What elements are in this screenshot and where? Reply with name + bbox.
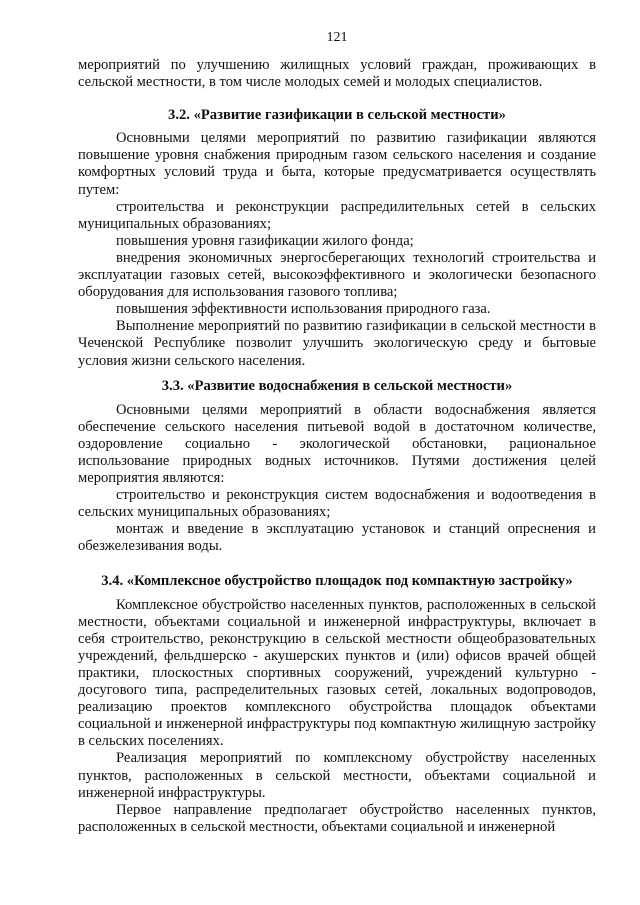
paragraph: Первое направление предполагает обустройство населенных пунктов, расположенных в сельской местности, объектами социальной и инженерной	[78, 801, 596, 835]
section-heading-3-2: 3.2. «Развитие газификации в сельской местности»	[168, 107, 506, 124]
section-heading-3-3: 3.3. «Развитие водоснабжения в сельской местности»	[161, 377, 513, 394]
paragraph: мероприятий по улучшению жилищных условий граждан, проживающих в сельской местности, в том числе молодых семей и молодых специалистов.	[78, 57, 596, 91]
document-body	[78, 57, 596, 836]
paragraph: Выполнение мероприятий по развитию газификации в сельской местности в Чеченской Республике позволит улучшить экологическую среду и бытовые условия жизни сельского населения.	[78, 318, 596, 369]
paragraph: повышения уровня газификации жилого фонда;	[116, 232, 414, 249]
section-heading-3-4: 3.4. «Комплексное обустройство площадок под компактную застройку»	[101, 572, 573, 589]
paragraph: Основными целями мероприятий по развитию газификации являются повышение уровня снабжения природным газом сельского населения и создание комфортных условий труда и быта, которые предусматривается осуществлять путем:	[78, 130, 596, 198]
paragraph: повышения эффективности использования природного газа.	[116, 301, 491, 318]
page-number: 121	[326, 30, 348, 45]
paragraph: монтаж и введение в эксплуатацию установок и станций опреснения и обезжелезивания воды.	[78, 521, 596, 555]
paragraph: внедрения экономичных энергосберегающих технологий строительства и эксплуатации газовых сетей, высокоэффективного и экологически безопасного оборудования для использования газового топлива;	[78, 249, 596, 301]
paragraph: строительство и реконструкция систем водоснабжения и водоотведения в сельских муниципальных образованиях;	[78, 487, 596, 521]
paragraph: строительства и реконструкции распредилительных сетей в сельских муниципальных образованиях;	[78, 198, 596, 232]
paragraph: Основными целями мероприятий в области водоснабжения является обеспечение сельского населения питьевой водой в достаточном количестве, оздоровление социально - экологической обстановки, рациональное использование природных водных источников. Путями достижения целей мероприятия являются:	[78, 401, 596, 487]
paragraph: Комплексное обустройство населенных пунктов, расположенных в сельской местности, объектами социальной и инженерной инфраструктуры, включает в себя строительство, реконструкцию в сельской местности общеобразовательных учреждений, фельдшерско - акушерских пунктов и (или) офисов врачей общей практики, плоскостных спортивных сооружений, учреждений культурно - досугового типа, распределительных газовых сетей, локальных водопроводов, реализацию проектов комплексного обустройства площадок объектами социальной и инженерной инфраструктуры под компактную жилищную застройку в сельских поселениях.	[78, 596, 596, 750]
paragraph: Реализация мероприятий по комплексному обустройству населенных пунктов, расположенных в сельской местности, объектами социальной и инженерной инфраструктуры.	[78, 750, 596, 801]
